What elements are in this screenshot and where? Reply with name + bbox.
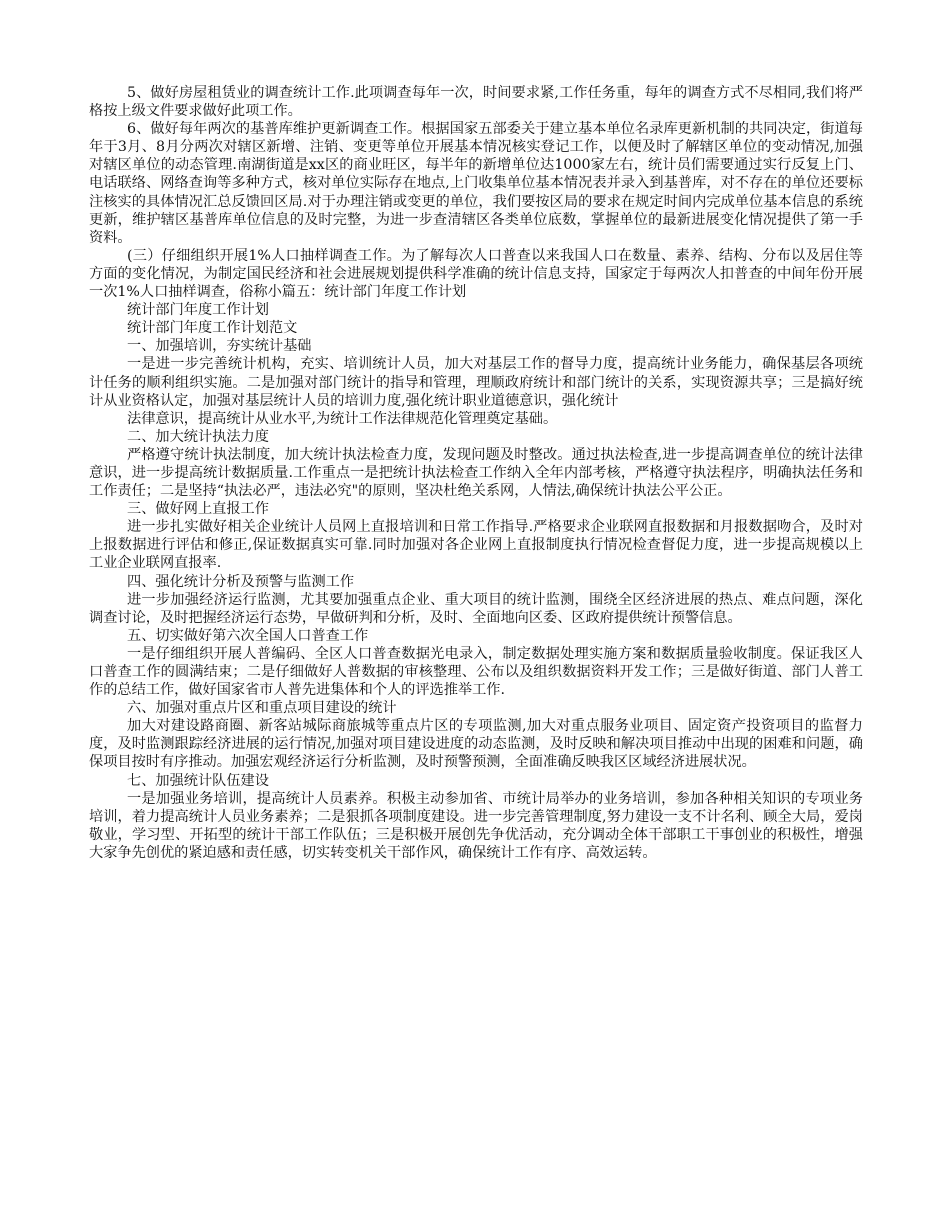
paragraph-training: 一是进一步完善统计机构，充实、培训统计人员，加大对基层工作的督导力度，提高统计业务能力，确保基层各项统计任务的顺利组织实施。二是加强对部门统计的指导和管理，理顺政府统计和部门统计的关系，实现资源共享；三是搞好统计从业资格认定，加强对基层统计人员的培训力度,强化统计职业道德意识，强化统计 [89, 356, 863, 409]
section-heading-4: 四、强化统计分析及预警与监测工作 [127, 573, 355, 590]
paragraph-legal-awareness: 法律意识，提高统计从业水平,为统计工作法律规范化管理奠定基础。 [127, 410, 558, 427]
paragraph-law-enforcement: 严格遵守统计执法制度，加大统计执法检查力度，发现问题及时整改。通过执法检查,进一步提高调查单位的统计法律意识，进一步提高统计数据质量.工作重点一是把统计执法检查工作纳入全年内部考核，严格遵守执法程序，明确执法任务和工作责任；二是坚持“执法必严，违法必究"的原则，坚决杜绝关系网，人情法,确保统计执法公平公正。 [89, 446, 863, 500]
section-heading-7: 七、加强统计队伍建设 [127, 772, 269, 789]
paragraph-rental-survey: 5、做好房屋租赁业的调查统计工作.此项调查每年一次，时间要求紧,工作任务重，每年的调查方式不尽相同,我们将严格按上级文件要求做好此项工作。 [89, 85, 863, 120]
paragraph-key-projects: 加大对建设路商圈、新客站城际商旅城等重点片区的专项监测,加大对重点服务业项目、固定资产投资项目的监督力度，及时监测跟踪经济进展的运行情况,加强对项目建设进度的动态监测，及时反映和解决项目推动中出现的困难和问题，确保项目按时有序推动。加强宏观经济运行分析监测，及时预警预测，全面准确反映我区区域经济进展状况。 [89, 718, 863, 771]
section-heading-1: 一、加强培训，夯实统计基础 [127, 338, 312, 355]
section-heading-3: 三、做好网上直报工作 [127, 501, 269, 518]
paragraph-basic-unit-database: 6、做好每年两次的基普库维护更新调查工作。根据国家五部委关于建立基本单位名录库更新机制的共同决定，街道每年于3月、8月分两次对辖区新增、注销、变更等单位开展基本情况核实登记工作，以便及时了解辖区单位的变动情况,加强对辖区单位的动态管理.南湖街道是xx区的商业旺区，每半年的新增单位达1000家左右，统计员们需要通过实行反复上门、电话联络、网络查询等多种方式，核对单位实际存在地点,上门收集单位基本情况表并录入到基普库，对不存在的单位还要标注核实的具体情况汇总反馈回区局.对于办理注销或变更的单位，我们要按区局的要求在规定时间内完成单位基本信息的系统更新，维护辖区基普库单位信息的及时完整，为进一步查清辖区各类单位底数，掌握单位的最新进展变化情况提供了第一手资料。 [89, 121, 863, 246]
document-subtitle: 统计部门年度工作计划范文 [127, 320, 298, 337]
section-heading-5: 五、切实做好第六次全国人口普查工作 [127, 627, 369, 644]
paragraph-team-building: 一是加强业务培训，提高统计人员素养。积极主动参加省、市统计局举办的业务培训，参加各种相关知识的专项业务培训，着力提高统计人员业务素养；二是狠抓各项制度建设。进一步完善管理制度,努力建设一支不计名利、顾全大局，爱岗敬业，学习型、开拓型的统计干部工作队伍；三是积极开展创先争优活动，充分调动全体干部职工干事创业的积极性，增强大家争先创优的紧迫感和责任感，切实转变机关干部作风，确保统计工作有序、高效运转。 [89, 790, 863, 861]
paragraph-population-sample-survey: (三）仔细组织开展1%人口抽样调查工作。为了解每次人口普查以来我国人口在数量、素养、结构、分布以及居住等方面的变化情况，为制定国民经济和社会进展规划提供科学准确的统计信息支持，国家定于每两次人扣普查的中间年份开展一次1%人口抽样调查，俗称小篇五：统计部门年度工作计划 [89, 247, 863, 301]
document-body [89, 84, 863, 862]
section-heading-2: 二、加大统计执法力度 [127, 428, 269, 445]
paragraph-census: 一是仔细组织开展人普编码、全区人口普查数据光电录入，制定数据处理实施方案和数据质量验收制度。保证我区人口普查工作的圆满结束；二是仔细做好人普数据的审核整理、公布以及组织数据资料开发工作；三是做好街道、部门人普工作的总结工作，做好国家省市人普先进集体和个人的评选推举工作. [89, 645, 863, 699]
section-heading-6: 六、加强对重点片区和重点项目建设的统计 [127, 700, 397, 717]
paragraph-online-reporting: 进一步扎实做好相关企业统计人员网上直报培训和日常工作指导.严格要求企业联网直报数据和月报数据吻合，及时对上报数据进行评估和修正,保证数据真实可靠.同时加强对各企业网上直报制度执行情况检查督促力度，进一步提高规模以上工业企业联网直报率. [89, 519, 863, 572]
document-title: 统计部门年度工作计划 [127, 302, 269, 319]
paragraph-analysis-warning: 进一步加强经济运行监测，尤其要加强重点企业、重大项目的统计监测，围绕全区经济进展的热点、难点问题，深化调查讨论，及时把握经济运行态势，早做研判和分析，及时、全面地向区委、区政府提供统计预警信息。 [89, 591, 863, 626]
